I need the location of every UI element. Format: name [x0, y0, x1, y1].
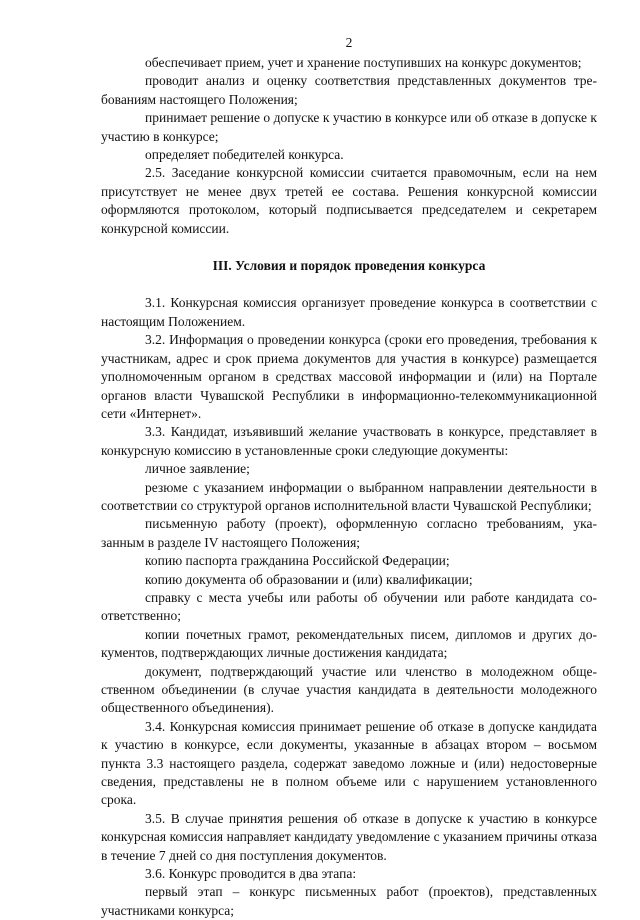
page-number: 2 — [345, 35, 353, 50]
top-text-block — [101, 54, 597, 238]
paragraph: проводит анализ и оценку соответствия представленных документов требованиям настоящего Положения; — [101, 73, 597, 107]
paragraph: копию паспорта гражданина Российской Федерации; — [145, 553, 450, 569]
paragraph: принимает решение о допуске к участию в конкурсе или об отказе в допуске к участию в конкурсе; — [101, 110, 597, 144]
paragraph: 3.5. В случае принятия решения об отказе в допуске к участию в конкурсе конкурсная комиссия направляет кандидату уведомление с указанием причины отказа в течение 7 дней со дня поступления документов. — [101, 810, 597, 863]
section-heading: III. Условия и порядок проведения конкурса — [212, 258, 486, 274]
paragraph: личное заявление; — [145, 461, 250, 477]
paragraph: 3.2. Информация о проведении конкурса (сроки его проведения, требования к участникам, адрес и срок приема документов для участия в конкурсе) размещается уполномоченным органом в средствах массовой информации и (или) на Портале органов власти Чувашской Республики в информационно-телекоммуникационной сети «Интернет». — [101, 332, 597, 421]
paragraph: 2.5. Заседание конкурсной комиссии считается правомочным, если на нем присутствует не менее двух третей ее состава. Решения конкурсной комиссии оформляются протоколом, который подписывается председателем и секретарем конкурсной комиссии. — [101, 165, 597, 236]
document-page — [101, 34, 597, 920]
paragraph: справку с места учебы или работы об обучении или работе кандидата соответственно; — [101, 589, 597, 624]
paragraph: копии почетных грамот, рекомендательных писем, дипломов и других документов, подтверждающих личные достижения кандидата; — [101, 626, 597, 661]
paragraph: документ, подтверждающий участие или членство в молодежном общественном объединении (в случае участия кандидата в деятельности молодежного общественного объединения). — [101, 663, 597, 716]
paragraph: копию документа об образовании и (или) квалификации; — [145, 571, 473, 587]
paragraph: 3.6. Конкурс проводится в два этапа: — [145, 866, 357, 882]
section-text-block — [101, 294, 597, 920]
paragraph: 3.4. Конкурсная комиссия принимает решение об отказе в допуске кандидата к участию в конкурсе, если документы, указанные в абзацах втором – восьмом пункта 3.3 настоящего раздела, содержат заведомо ложные и (или) недостоверные сведения, представлены не в полном объеме или с нарушением установленного срока. — [101, 718, 597, 808]
paragraph: резюме с указанием информации о выбранном направлении деятельности в соответствии со структурой органов исполнительной власти Чувашской Республики; — [101, 479, 597, 513]
paragraph: письменную работу (проект), оформленную согласно требованиям, указанным в разделе IV настоящего Положения; — [101, 516, 597, 550]
paragraph: первый этап – конкурс письменных работ (проектов), представленных участниками конкурса; — [101, 884, 597, 918]
paragraph: 3.3. Кандидат, изъявивший желание участвовать в конкурсе, представляет в конкурсную комиссию в установленные сроки следующие документы: — [101, 424, 597, 458]
paragraph: обеспечивает прием, учет и хранение поступивших на конкурс документов; — [145, 55, 582, 70]
paragraph: определяет победителей конкурса. — [145, 147, 344, 163]
paragraph: 3.1. Конкурсная комиссия организует проведение конкурса в соответствии с настоящим Положением. — [101, 295, 597, 329]
